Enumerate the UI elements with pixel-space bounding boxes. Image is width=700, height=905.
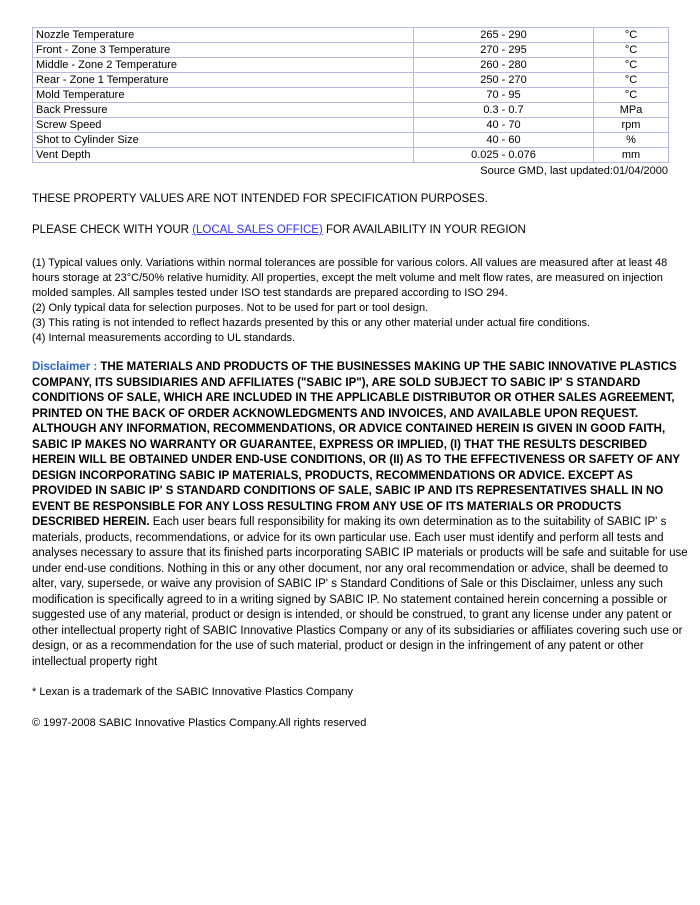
property-value: 260 - 280: [414, 58, 594, 73]
footnote-3: (3) This rating is not intended to reflect hazards presented by this or any other material under actual fire conditions.: [32, 317, 591, 329]
disclaimer-bold-text: THE MATERIALS AND PRODUCTS OF THE BUSINESSES MAKING UP THE SABIC INNOVATIVE PLASTICS COMPANY, ITS SUBSIDIARIES AND AFFILIATES ("SABIC IP"), ARE SOLD SUBJECT TO SABIC IP' S STANDARD CONDITIONS OF SALE, WHICH ARE INCLUDED IN THE APPLICABLE DISTRIBUTOR OR OTHER SALES AGREEMENT, PRINTED ON THE BACK OF ORDER ACKNOWLEDGMENTS AND INVOICES, AND AVAILABLE UPON REQUEST. ALTHOUGH ANY INFORMATION, RECOMMENDATIONS, OR ADVICE CONTAINED HEREIN IS GIVEN IN GOOD FAITH, SABIC IP MAKES NO WARRANTY OR GUARANTEE, EXPRESS OR IMPLIED, (I) THAT THE RESULTS DESCRIBED HEREIN WILL BE OBTAINED UNDER END-USE CONDITIONS, OR (II) AS TO THE EFFECTIVENESS OR SAFETY OF ANY DESIGN INCORPORATING SABIC IP MATERIALS, PRODUCTS, RECOMMENDATIONS OR ADVICE. EXCEPT AS PROVIDED IN SABIC IP' S STANDARD CONDITIONS OF SALE, SABIC IP AND ITS REPRESENTATIVES SHALL IN NO EVENT BE RESPONSIBLE FOR ANY LOSS RESULTING FROM ANY USE OF ITS MATERIALS OR PRODUCTS DESCRIBED HEREIN.: [32, 361, 680, 528]
property-value: 40 - 70: [414, 118, 594, 133]
availability-suffix: FOR AVAILABILITY IN YOUR REGION: [322, 224, 526, 236]
spec-purpose-statement: THESE PROPERTY VALUES ARE NOT INTENDED FOR SPECIFICATION PURPOSES.: [32, 193, 488, 205]
availability-statement: [32, 223, 690, 237]
processing-parameters-table: [32, 27, 669, 163]
footnote-1: (1) Typical values only. Variations within normal tolerances are possible for various colors. All values are measured after at least 48 hours storage at 23°C/50% relative humidity. All properties, except the melt volume and melt flow rates, are measured on injection molded samples. All samples tested under ISO test standards are prepared according to ISO 294.: [32, 257, 668, 299]
property-name: Mold Temperature: [33, 88, 414, 103]
table-row: [33, 28, 669, 43]
property-unit: rpm: [594, 118, 669, 133]
table-row: [33, 73, 669, 88]
table-row: [33, 88, 669, 103]
availability-prefix: PLEASE CHECK WITH YOUR: [32, 224, 193, 236]
disclaimer-label: Disclaimer :: [32, 361, 101, 373]
trademark-note: * Lexan is a trademark of the SABIC Innovative Plastics Company: [32, 686, 353, 698]
table-row: [33, 43, 669, 58]
property-value: 40 - 60: [414, 133, 594, 148]
property-value: 0.3 - 0.7: [414, 103, 594, 118]
property-unit: °C: [594, 28, 669, 43]
table-row: [33, 148, 669, 163]
disclaimer-regular-text: Each user bears full responsibility for making its own determination as to the suitability of SABIC IP' s materials, products, recommendations, or advice for its own particular use. Each user must identify and perform all tests and analyses necessary to assure that its finished parts incorporating SABIC IP materials or products will be safe and suitable for use under end-use conditions. Nothing in this or any other document, nor any oral recommendation or advice, shall be deemed to alter, vary, supersede, or waive any provision of SABIC IP' s Standard Conditions of Sale or this Disclaimer, unless any such modification is specifically agreed to in a writing signed by SABIC IP. No statement contained herein concerning a possible or suggested use of any material, product or design is intended, or should be construed, to grant any license under any patent or other intellectual property right of SABIC Innovative Plastics Company or any of its subsidiaries or affiliates covering such use or design, or as a recommendation for the use of such material, product or design in the infringement of any patent or other intellectual property right: [32, 516, 688, 668]
property-value: 265 - 290: [414, 28, 594, 43]
footnotes: [32, 256, 690, 346]
local-sales-office-link[interactable]: (LOCAL SALES OFFICE): [192, 224, 323, 236]
table-row: [33, 103, 669, 118]
property-unit: °C: [594, 43, 669, 58]
footnote-4: (4) Internal measurements according to UL standards.: [32, 332, 296, 344]
property-unit: %: [594, 133, 669, 148]
property-unit: °C: [594, 88, 669, 103]
property-name: Vent Depth: [33, 148, 414, 163]
property-unit: MPa: [594, 103, 669, 118]
property-value: 270 - 295: [414, 43, 594, 58]
property-name: Screw Speed: [33, 118, 414, 133]
property-unit: °C: [594, 58, 669, 73]
copyright-note: © 1997-2008 SABIC Innovative Plastics Company.All rights reserved: [32, 717, 367, 729]
source-note: Source GMD, last updated:01/04/2000: [480, 165, 668, 177]
property-value: 250 - 270: [414, 73, 594, 88]
property-name: Back Pressure: [33, 103, 414, 118]
property-name: Rear - Zone 1 Temperature: [33, 73, 414, 88]
property-name: Nozzle Temperature: [33, 28, 414, 43]
footnote-2: (2) Only typical data for selection purposes. Not to be used for part or tool design.: [32, 302, 429, 314]
property-name: Front - Zone 3 Temperature: [33, 43, 414, 58]
table-row: [33, 58, 669, 73]
property-name: Shot to Cylinder Size: [33, 133, 414, 148]
property-name: Middle - Zone 2 Temperature: [33, 58, 414, 73]
property-value: 70 - 95: [414, 88, 594, 103]
property-value: 0.025 - 0.076: [414, 148, 594, 163]
disclaimer-paragraph: [32, 360, 690, 670]
property-unit: °C: [594, 73, 669, 88]
table-row: [33, 118, 669, 133]
table-row: [33, 133, 669, 148]
property-unit: mm: [594, 148, 669, 163]
